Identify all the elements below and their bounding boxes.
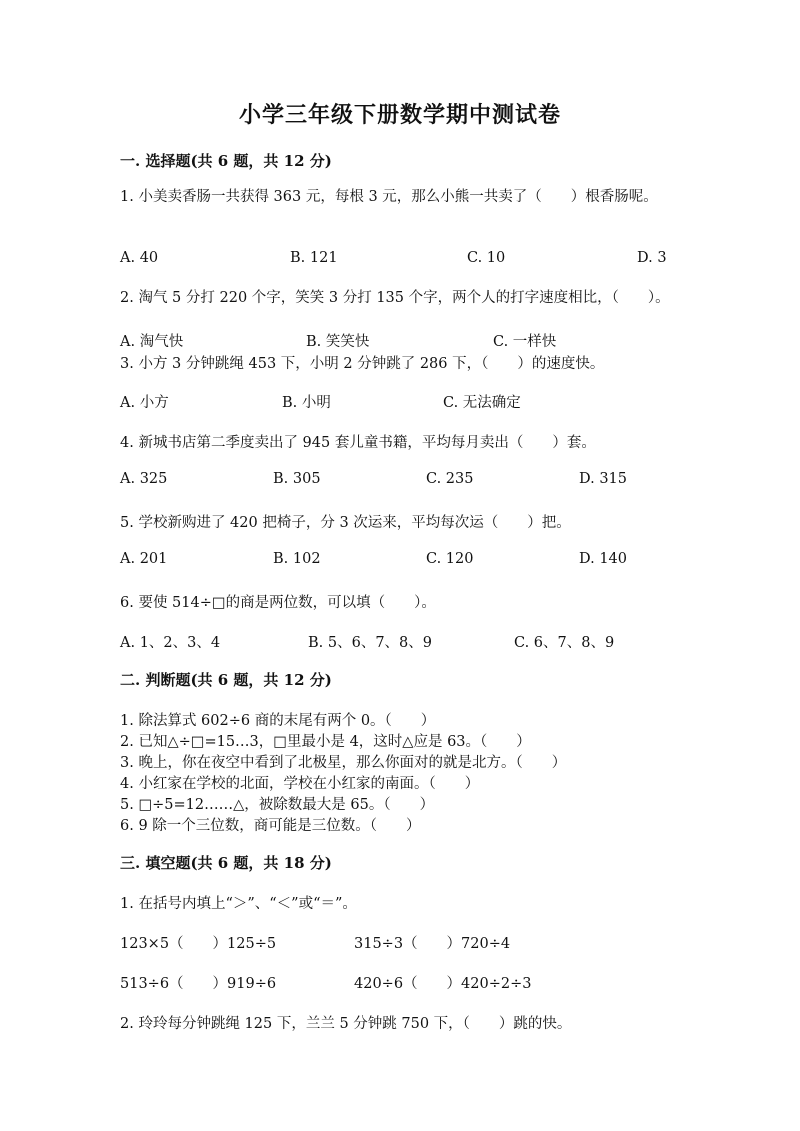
question-text: 6. 要使 514÷□的商是两位数，可以填（ ）。	[120, 595, 436, 611]
question-text: 4. 新城书店第二季度卖出了 945 套儿童书籍，平均每月卖出（ ）套。	[120, 435, 596, 451]
comparison-item: 513÷6（ ）919÷6	[120, 976, 277, 992]
comparison-item: 123×5（ ）125÷5	[120, 936, 277, 952]
option-b: B. 102	[273, 551, 321, 567]
comparison-item: 420÷6（ ）420÷2÷3	[354, 976, 532, 992]
judgement-item: 3. 晚上，你在夜空中看到了北极星，那么你面对的就是北方。（ ）	[120, 755, 567, 771]
option-c: C. 6、7、8、9	[514, 635, 615, 651]
question-text: 1. 在括号内填上“＞”、“＜”或“＝”。	[120, 896, 357, 912]
comparison-item: 315÷3（ ）720÷4	[354, 936, 511, 952]
option-d: D. 315	[579, 471, 628, 487]
option-c: C. 120	[426, 551, 474, 567]
question-text: 2. 玲玲每分钟跳绳 125 下，兰兰 5 分钟跳 750 下，（ ）跳的快。	[120, 1016, 572, 1032]
question-text: 5. 学校新购进了 420 把椅子，分 3 次运来，平均每次运（ ）把。	[120, 515, 571, 531]
judgement-item: 1. 除法算式 602÷6 商的末尾有两个 0。（ ）	[120, 713, 436, 729]
option-a: A. 40	[120, 250, 159, 266]
section-heading-fill-in: 三. 填空题(共 6 题，共 18 分)	[120, 854, 332, 872]
section-heading-true-false: 二. 判断题(共 6 题，共 12 分)	[120, 671, 332, 689]
question-text: 2. 淘气 5 分打 220 个字，笑笑 3 分打 135 个字，两个人的打字速度相比，（ ）。	[120, 290, 670, 306]
option-c: C. 10	[467, 250, 506, 266]
option-c: C. 无法确定	[443, 395, 521, 411]
judgement-item: 4. 小红家在学校的北面，学校在小红家的南面。（ ）	[120, 776, 480, 792]
option-b: B. 121	[290, 250, 338, 266]
exam-title: 小学三年级下册数学期中测试卷	[238, 102, 561, 128]
option-c: C. 235	[426, 471, 474, 487]
judgement-item: 6. 9 除一个三位数，商可能是三位数。（ ）	[120, 818, 421, 834]
section-heading-multiple-choice: 一. 选择题(共 6 题，共 12 分)	[120, 152, 332, 170]
judgement-item: 5. □÷5=12……△，被除数最大是 65。（ ）	[120, 797, 435, 813]
option-a: A. 淘气快	[120, 334, 184, 350]
question-text: 1. 小美卖香肠一共获得 363 元，每根 3 元，那么小熊一共卖了（ ）根香肠呢。	[120, 189, 658, 205]
option-a: A. 小方	[120, 395, 169, 411]
option-d: D. 140	[579, 551, 628, 567]
option-a: A. 201	[120, 551, 168, 567]
option-a: A. 325	[120, 471, 168, 487]
option-d: D. 3	[637, 250, 667, 266]
option-b: B. 小明	[282, 395, 331, 411]
option-b: B. 5、6、7、8、9	[308, 635, 433, 651]
question-text: 3. 小方 3 分钟跳绳 453 下，小明 2 分钟跳了 286 下，（ ）的速度快。	[120, 356, 605, 372]
judgement-item: 2. 已知△÷□=15…3，□里最小是 4，这时△应是 63。（ ）	[120, 734, 531, 750]
option-b: B. 305	[273, 471, 321, 487]
option-c: C. 一样快	[493, 334, 557, 350]
option-a: A. 1、2、3、4	[120, 635, 221, 651]
option-b: B. 笑笑快	[306, 334, 370, 350]
